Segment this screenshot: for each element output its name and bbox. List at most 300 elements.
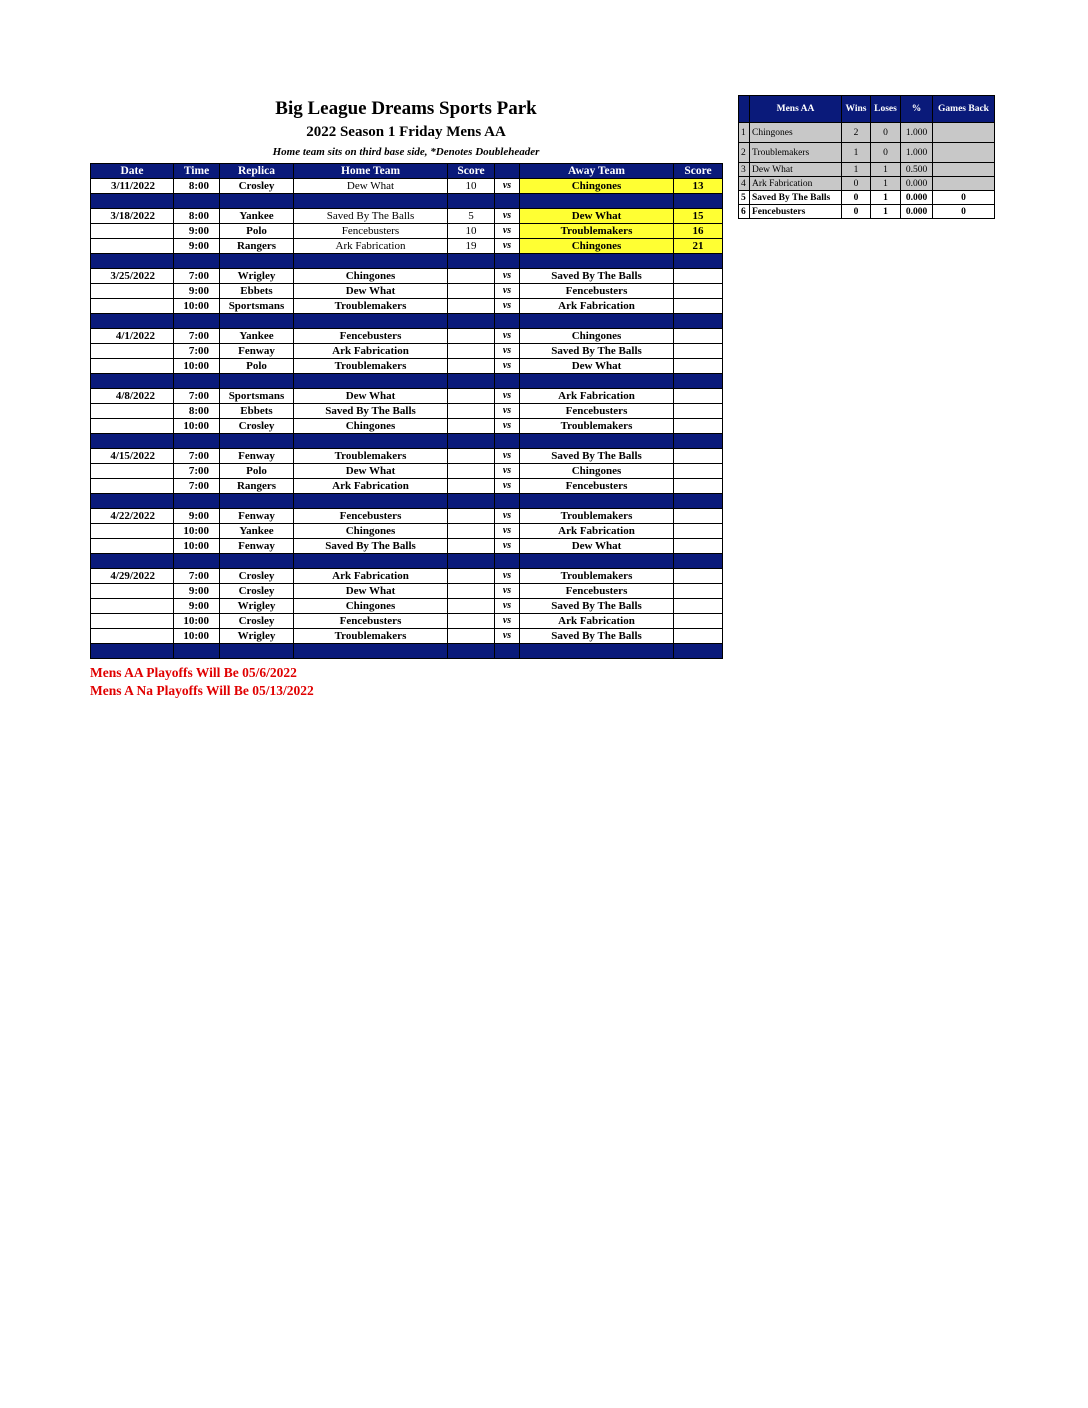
game-replica: Yankee bbox=[220, 329, 294, 344]
game-date bbox=[91, 464, 174, 479]
separator-cell bbox=[674, 644, 723, 659]
away-score bbox=[674, 464, 723, 479]
standings-rank: 4 bbox=[739, 177, 750, 191]
vs-label: vs bbox=[495, 269, 520, 284]
away-score bbox=[674, 479, 723, 494]
home-team: Fencebusters bbox=[294, 329, 448, 344]
table-row bbox=[91, 569, 723, 584]
vs-label: vs bbox=[495, 224, 520, 239]
vs-label: vs bbox=[495, 299, 520, 314]
away-score bbox=[674, 419, 723, 434]
standings-gb: 0 bbox=[933, 191, 995, 205]
standings-loses: 1 bbox=[871, 177, 901, 191]
game-replica: Rangers bbox=[220, 239, 294, 254]
game-date bbox=[91, 224, 174, 239]
separator-cell bbox=[448, 494, 495, 509]
away-score: 15 bbox=[674, 209, 723, 224]
home-team: Troublemakers bbox=[294, 629, 448, 644]
week-separator-row bbox=[91, 434, 723, 449]
standings-team: Ark Fabrication bbox=[750, 177, 842, 191]
separator-cell bbox=[520, 254, 674, 269]
standings-body bbox=[739, 123, 995, 219]
col-away-team-header: Away Team bbox=[520, 164, 674, 179]
game-replica: Crosley bbox=[220, 584, 294, 599]
game-time: 10:00 bbox=[174, 524, 220, 539]
separator-cell bbox=[294, 374, 448, 389]
table-row bbox=[91, 464, 723, 479]
separator-cell bbox=[495, 644, 520, 659]
standings-rank: 5 bbox=[739, 191, 750, 205]
home-score bbox=[448, 329, 495, 344]
week-separator-row bbox=[91, 494, 723, 509]
separator-cell bbox=[174, 314, 220, 329]
vs-label: vs bbox=[495, 479, 520, 494]
standings-pct-header: % bbox=[901, 96, 933, 123]
table-row bbox=[91, 224, 723, 239]
standings-team: Saved By The Balls bbox=[750, 191, 842, 205]
game-time: 9:00 bbox=[174, 509, 220, 524]
game-replica: Wrigley bbox=[220, 599, 294, 614]
separator-cell bbox=[220, 254, 294, 269]
standings-rank: 2 bbox=[739, 143, 750, 163]
away-team: Saved By The Balls bbox=[520, 629, 674, 644]
separator-cell bbox=[674, 434, 723, 449]
away-team: Chingones bbox=[520, 179, 674, 194]
separator-cell bbox=[220, 554, 294, 569]
game-date: 4/8/2022 bbox=[91, 389, 174, 404]
away-score bbox=[674, 329, 723, 344]
away-team: Saved By The Balls bbox=[520, 599, 674, 614]
schedule-table bbox=[90, 163, 723, 659]
game-date: 3/18/2022 bbox=[91, 209, 174, 224]
home-team: Ark Fabrication bbox=[294, 569, 448, 584]
home-team: Troublemakers bbox=[294, 359, 448, 374]
away-team: Ark Fabrication bbox=[520, 524, 674, 539]
table-row bbox=[91, 389, 723, 404]
home-team: Chingones bbox=[294, 524, 448, 539]
game-time: 10:00 bbox=[174, 299, 220, 314]
vs-label: vs bbox=[495, 464, 520, 479]
home-score bbox=[448, 389, 495, 404]
away-team: Fencebusters bbox=[520, 479, 674, 494]
table-row bbox=[91, 509, 723, 524]
separator-cell bbox=[495, 494, 520, 509]
standings-wins: 0 bbox=[842, 177, 871, 191]
game-replica: Ebbets bbox=[220, 284, 294, 299]
home-team: Saved By The Balls bbox=[294, 404, 448, 419]
away-team: Dew What bbox=[520, 359, 674, 374]
home-team: Dew What bbox=[294, 464, 448, 479]
game-replica: Fenway bbox=[220, 539, 294, 554]
week-separator-row bbox=[91, 644, 723, 659]
standings-row bbox=[739, 177, 995, 191]
separator-cell bbox=[174, 644, 220, 659]
home-team: Chingones bbox=[294, 419, 448, 434]
table-row bbox=[91, 179, 723, 194]
standings-wins: 1 bbox=[842, 163, 871, 177]
away-team: Chingones bbox=[520, 464, 674, 479]
home-score bbox=[448, 509, 495, 524]
week-separator-row bbox=[91, 374, 723, 389]
home-team: Dew What bbox=[294, 284, 448, 299]
separator-cell bbox=[674, 314, 723, 329]
game-time: 9:00 bbox=[174, 584, 220, 599]
game-time: 7:00 bbox=[174, 344, 220, 359]
home-team-note: Home team sits on third base side, *Denotes Doubleheader bbox=[272, 146, 540, 158]
standings-header-row bbox=[739, 96, 995, 123]
separator-cell bbox=[174, 494, 220, 509]
away-score bbox=[674, 509, 723, 524]
standings-pct: 0.000 bbox=[901, 205, 933, 219]
game-date: 3/25/2022 bbox=[91, 269, 174, 284]
separator-cell bbox=[174, 554, 220, 569]
away-score bbox=[674, 524, 723, 539]
standings-gb bbox=[933, 143, 995, 163]
away-team: Fencebusters bbox=[520, 284, 674, 299]
away-team: Ark Fabrication bbox=[520, 299, 674, 314]
col-replica-header: Replica bbox=[220, 164, 294, 179]
separator-cell bbox=[674, 374, 723, 389]
away-score bbox=[674, 614, 723, 629]
game-date bbox=[91, 239, 174, 254]
home-team: Ark Fabrication bbox=[294, 239, 448, 254]
standings-wins: 1 bbox=[842, 143, 871, 163]
separator-cell bbox=[220, 194, 294, 209]
separator-cell bbox=[220, 314, 294, 329]
vs-label: vs bbox=[495, 329, 520, 344]
away-team: Chingones bbox=[520, 329, 674, 344]
standings-pct: 1.000 bbox=[901, 123, 933, 143]
separator-cell bbox=[674, 194, 723, 209]
table-row bbox=[91, 449, 723, 464]
col-home-team-header: Home Team bbox=[294, 164, 448, 179]
away-team: Saved By The Balls bbox=[520, 269, 674, 284]
home-score bbox=[448, 464, 495, 479]
separator-cell bbox=[520, 314, 674, 329]
separator-cell bbox=[674, 494, 723, 509]
home-team: Troublemakers bbox=[294, 299, 448, 314]
separator-cell bbox=[448, 194, 495, 209]
separator-cell bbox=[294, 644, 448, 659]
col-time-header: Time bbox=[174, 164, 220, 179]
home-score bbox=[448, 449, 495, 464]
game-replica: Fenway bbox=[220, 509, 294, 524]
game-replica: Crosley bbox=[220, 614, 294, 629]
separator-cell bbox=[520, 194, 674, 209]
game-time: 10:00 bbox=[174, 359, 220, 374]
away-score bbox=[674, 569, 723, 584]
game-replica: Crosley bbox=[220, 179, 294, 194]
table-row bbox=[91, 239, 723, 254]
separator-cell bbox=[495, 434, 520, 449]
table-row bbox=[91, 599, 723, 614]
table-row bbox=[91, 614, 723, 629]
table-row bbox=[91, 404, 723, 419]
home-team: Dew What bbox=[294, 389, 448, 404]
table-row bbox=[91, 419, 723, 434]
week-separator-row bbox=[91, 554, 723, 569]
separator-cell bbox=[91, 554, 174, 569]
game-date bbox=[91, 584, 174, 599]
vs-label: vs bbox=[495, 584, 520, 599]
table-row bbox=[91, 299, 723, 314]
page-title: Big League Dreams Sports Park bbox=[275, 98, 537, 119]
standings-wins: 2 bbox=[842, 123, 871, 143]
home-score bbox=[448, 599, 495, 614]
game-time: 9:00 bbox=[174, 239, 220, 254]
standings-pct: 0.500 bbox=[901, 163, 933, 177]
separator-cell bbox=[448, 434, 495, 449]
away-team: Ark Fabrication bbox=[520, 389, 674, 404]
game-date: 4/1/2022 bbox=[91, 329, 174, 344]
away-score bbox=[674, 389, 723, 404]
playoff-note-a: Mens A Na Playoffs Will Be 05/13/2022 bbox=[90, 683, 314, 698]
standings-table bbox=[738, 95, 995, 219]
vs-label: vs bbox=[495, 614, 520, 629]
standings-row bbox=[739, 163, 995, 177]
home-team: Saved By The Balls bbox=[294, 209, 448, 224]
home-score: 5 bbox=[448, 209, 495, 224]
separator-cell bbox=[520, 494, 674, 509]
home-score bbox=[448, 284, 495, 299]
vs-label: vs bbox=[495, 209, 520, 224]
home-team: Troublemakers bbox=[294, 449, 448, 464]
separator-cell bbox=[220, 434, 294, 449]
standings-pct: 0.000 bbox=[901, 191, 933, 205]
away-score bbox=[674, 344, 723, 359]
game-replica: Wrigley bbox=[220, 269, 294, 284]
standings-row bbox=[739, 191, 995, 205]
separator-cell bbox=[448, 644, 495, 659]
home-score bbox=[448, 614, 495, 629]
game-replica: Yankee bbox=[220, 209, 294, 224]
game-date: 4/15/2022 bbox=[91, 449, 174, 464]
page-subtitle: 2022 Season 1 Friday Mens AA bbox=[306, 124, 506, 140]
col-home-score-header: Score bbox=[448, 164, 495, 179]
away-team: Fencebusters bbox=[520, 584, 674, 599]
separator-cell bbox=[220, 644, 294, 659]
away-score bbox=[674, 599, 723, 614]
game-time: 7:00 bbox=[174, 449, 220, 464]
table-row bbox=[91, 344, 723, 359]
away-team: Saved By The Balls bbox=[520, 344, 674, 359]
game-replica: Polo bbox=[220, 464, 294, 479]
game-time: 8:00 bbox=[174, 404, 220, 419]
table-row bbox=[91, 479, 723, 494]
home-score bbox=[448, 344, 495, 359]
col-away-score-header: Score bbox=[674, 164, 723, 179]
standings-gb: 0 bbox=[933, 205, 995, 219]
separator-cell bbox=[174, 374, 220, 389]
game-replica: Sportsmans bbox=[220, 299, 294, 314]
table-row bbox=[91, 329, 723, 344]
standings-gb bbox=[933, 123, 995, 143]
away-score bbox=[674, 629, 723, 644]
vs-label: vs bbox=[495, 179, 520, 194]
separator-cell bbox=[294, 494, 448, 509]
table-row bbox=[91, 629, 723, 644]
separator-cell bbox=[294, 314, 448, 329]
standings-pct: 1.000 bbox=[901, 143, 933, 163]
vs-label: vs bbox=[495, 509, 520, 524]
standings-row bbox=[739, 143, 995, 163]
away-team: Chingones bbox=[520, 239, 674, 254]
standings-team: Troublemakers bbox=[750, 143, 842, 163]
game-replica: Fenway bbox=[220, 344, 294, 359]
home-score bbox=[448, 524, 495, 539]
vs-label: vs bbox=[495, 359, 520, 374]
away-score bbox=[674, 404, 723, 419]
game-time: 10:00 bbox=[174, 614, 220, 629]
away-score bbox=[674, 269, 723, 284]
away-team: Troublemakers bbox=[520, 224, 674, 239]
away-score bbox=[674, 584, 723, 599]
separator-cell bbox=[520, 644, 674, 659]
standings-loses-header: Loses bbox=[871, 96, 901, 123]
game-time: 9:00 bbox=[174, 284, 220, 299]
game-date bbox=[91, 539, 174, 554]
home-score bbox=[448, 569, 495, 584]
away-team: Saved By The Balls bbox=[520, 449, 674, 464]
separator-cell bbox=[495, 374, 520, 389]
game-time: 8:00 bbox=[174, 209, 220, 224]
separator-cell bbox=[294, 434, 448, 449]
standings-rank-header bbox=[739, 96, 750, 123]
home-score: 10 bbox=[448, 179, 495, 194]
separator-cell bbox=[495, 194, 520, 209]
game-date bbox=[91, 404, 174, 419]
game-date bbox=[91, 479, 174, 494]
vs-label: vs bbox=[495, 284, 520, 299]
vs-label: vs bbox=[495, 539, 520, 554]
game-date: 3/11/2022 bbox=[91, 179, 174, 194]
vs-label: vs bbox=[495, 569, 520, 584]
home-score bbox=[448, 404, 495, 419]
game-date bbox=[91, 284, 174, 299]
home-score bbox=[448, 479, 495, 494]
home-team: Dew What bbox=[294, 179, 448, 194]
away-score: 16 bbox=[674, 224, 723, 239]
away-team: Troublemakers bbox=[520, 419, 674, 434]
standings-team: Chingones bbox=[750, 123, 842, 143]
vs-label: vs bbox=[495, 344, 520, 359]
game-replica: Wrigley bbox=[220, 629, 294, 644]
table-row bbox=[91, 359, 723, 374]
game-time: 10:00 bbox=[174, 629, 220, 644]
schedule-header-row bbox=[91, 164, 723, 179]
standings-rank: 6 bbox=[739, 205, 750, 219]
home-score bbox=[448, 539, 495, 554]
vs-label: vs bbox=[495, 599, 520, 614]
game-date bbox=[91, 344, 174, 359]
away-team: Troublemakers bbox=[520, 509, 674, 524]
game-time: 7:00 bbox=[174, 389, 220, 404]
separator-cell bbox=[91, 194, 174, 209]
schedule-body bbox=[91, 179, 723, 659]
away-score bbox=[674, 449, 723, 464]
col-vs-header bbox=[495, 164, 520, 179]
game-time: 7:00 bbox=[174, 479, 220, 494]
home-team: Saved By The Balls bbox=[294, 539, 448, 554]
away-score bbox=[674, 539, 723, 554]
game-replica: Ebbets bbox=[220, 404, 294, 419]
home-team: Ark Fabrication bbox=[294, 344, 448, 359]
away-score: 13 bbox=[674, 179, 723, 194]
separator-cell bbox=[294, 554, 448, 569]
separator-cell bbox=[294, 194, 448, 209]
table-row bbox=[91, 539, 723, 554]
game-time: 9:00 bbox=[174, 224, 220, 239]
game-replica: Yankee bbox=[220, 524, 294, 539]
game-time: 10:00 bbox=[174, 419, 220, 434]
game-date: 4/29/2022 bbox=[91, 569, 174, 584]
game-replica: Fenway bbox=[220, 449, 294, 464]
separator-cell bbox=[174, 434, 220, 449]
away-team: Dew What bbox=[520, 209, 674, 224]
home-team: Ark Fabrication bbox=[294, 479, 448, 494]
game-date bbox=[91, 419, 174, 434]
separator-cell bbox=[91, 494, 174, 509]
week-separator-row bbox=[91, 194, 723, 209]
separator-cell bbox=[520, 554, 674, 569]
vs-label: vs bbox=[495, 524, 520, 539]
game-time: 10:00 bbox=[174, 539, 220, 554]
table-row bbox=[91, 284, 723, 299]
game-time: 7:00 bbox=[174, 569, 220, 584]
home-score bbox=[448, 359, 495, 374]
separator-cell bbox=[91, 644, 174, 659]
game-replica: Polo bbox=[220, 224, 294, 239]
separator-cell bbox=[448, 374, 495, 389]
away-team: Dew What bbox=[520, 539, 674, 554]
standings-loses: 0 bbox=[871, 123, 901, 143]
game-replica: Rangers bbox=[220, 479, 294, 494]
home-score bbox=[448, 584, 495, 599]
home-team: Fencebusters bbox=[294, 224, 448, 239]
game-replica: Sportsmans bbox=[220, 389, 294, 404]
game-time: 8:00 bbox=[174, 179, 220, 194]
separator-cell bbox=[495, 314, 520, 329]
week-separator-row bbox=[91, 254, 723, 269]
separator-cell bbox=[674, 254, 723, 269]
separator-cell bbox=[91, 254, 174, 269]
home-team: Fencebusters bbox=[294, 614, 448, 629]
game-replica: Crosley bbox=[220, 569, 294, 584]
separator-cell bbox=[495, 554, 520, 569]
separator-cell bbox=[448, 314, 495, 329]
home-team: Chingones bbox=[294, 269, 448, 284]
separator-cell bbox=[174, 254, 220, 269]
standings-loses: 1 bbox=[871, 205, 901, 219]
vs-label: vs bbox=[495, 389, 520, 404]
standings-wins: 0 bbox=[842, 191, 871, 205]
game-date bbox=[91, 299, 174, 314]
standings-pct: 0.000 bbox=[901, 177, 933, 191]
playoff-note-aa: Mens AA Playoffs Will Be 05/6/2022 bbox=[90, 665, 297, 680]
away-team: Fencebusters bbox=[520, 404, 674, 419]
away-score bbox=[674, 299, 723, 314]
separator-cell bbox=[448, 554, 495, 569]
table-row bbox=[91, 524, 723, 539]
home-score bbox=[448, 629, 495, 644]
standings-row bbox=[739, 205, 995, 219]
game-replica: Crosley bbox=[220, 419, 294, 434]
home-team: Chingones bbox=[294, 599, 448, 614]
home-score bbox=[448, 269, 495, 284]
game-time: 7:00 bbox=[174, 464, 220, 479]
col-date-header: Date bbox=[91, 164, 174, 179]
standings-team: Fencebusters bbox=[750, 205, 842, 219]
